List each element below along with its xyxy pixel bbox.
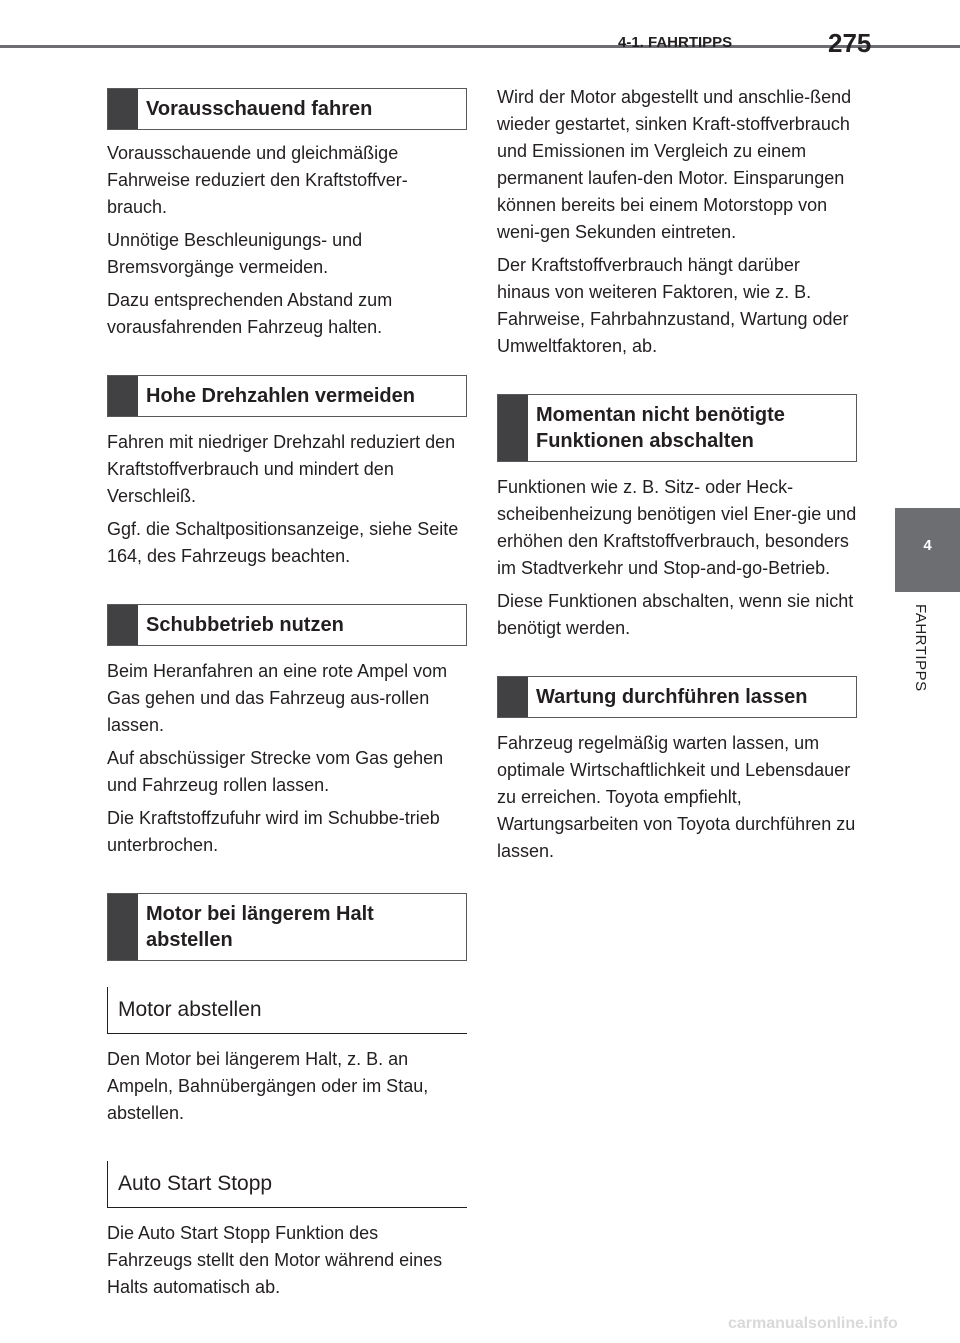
paragraph: Diese Funktionen abschalten, wenn sie nicht benötigt werden. <box>497 591 854 638</box>
heading-bar <box>498 395 528 461</box>
heading-bar <box>108 89 138 129</box>
heading-text: Momentan nicht benötigte Funktionen abschalten <box>536 404 785 452</box>
heading-text: Vorausschauend fahren <box>146 98 373 120</box>
page-number: 275 <box>828 28 872 58</box>
paragraph: Die Auto Start Stopp Funktion des Fahrzeugs stellt den Motor während eines Halts automatisch ab. <box>107 1223 443 1297</box>
paragraph: Vorausschauende und gleichmäßige Fahrweise reduziert den Kraftstoffver-brauch. <box>107 143 408 217</box>
chapter-label-text: FAHRTIPPS <box>912 604 929 692</box>
subheading-auto-start-stopp: Auto Start Stopp <box>107 1161 467 1208</box>
paragraph: Der Kraftstoffverbrauch hängt darüber hinaus von weiteren Faktoren, wie z. B. Fahrweise, Fahrbahnzustand, Wartung oder Umweltfaktoren, ab. <box>497 255 849 356</box>
heading-bar <box>108 376 138 416</box>
heading-motor-halt <box>107 893 467 961</box>
heading-vorausschauend <box>107 88 467 130</box>
heading-schubbetrieb <box>107 604 467 646</box>
right-column <box>497 84 857 865</box>
heading-text: Wartung durchführen lassen <box>536 686 808 708</box>
paragraph: Dazu entsprechenden Abstand zum vorausfahrenden Fahrzeug halten. <box>107 290 393 337</box>
heading-bar <box>108 605 138 645</box>
heading-wartung <box>497 676 857 718</box>
subheading-motor-abstellen: Motor abstellen <box>107 987 467 1034</box>
paragraph: Den Motor bei längerem Halt, z. B. an Ampeln, Bahnübergängen oder im Stau, abstellen. <box>107 1049 429 1123</box>
header-rule <box>0 45 960 48</box>
heading-drehzahlen <box>107 375 467 417</box>
left-column <box>107 88 467 1301</box>
heading-bar <box>498 677 528 717</box>
paragraph: Fahren mit niedriger Drehzahl reduziert den Kraftstoffverbrauch und mindert den Verschleiß. <box>107 432 456 506</box>
heading-funktionen-abschalten <box>497 394 857 462</box>
heading-bar <box>108 894 138 960</box>
watermark: carmanualsonline.info <box>728 1315 898 1332</box>
heading-text: Hohe Drehzahlen vermeiden <box>146 385 415 407</box>
chapter-label <box>904 604 934 724</box>
chapter-number: 4 <box>923 537 932 554</box>
heading-text: Motor bei längerem Halt abstellen <box>146 903 374 951</box>
paragraph: Beim Heranfahren an eine rote Ampel vom Gas gehen und das Fahrzeug aus-rollen lassen. <box>107 661 448 735</box>
chapter-tab <box>895 508 960 592</box>
section-title: 4-1. FAHRTIPPS <box>618 34 733 51</box>
paragraph: Wird der Motor abgestellt und anschlie-ßend wieder gestartet, sinken Kraft-stoffverbrauch und Emissionen im Vergleich zu einem permanent laufen-den Motor. Einsparungen können bereits bei einem Motorstopp von weni-gen Sekunden eintreten. <box>497 87 852 242</box>
paragraph: Ggf. die Schaltpositionsanzeige, siehe Seite 164, des Fahrzeugs beachten. <box>107 519 459 566</box>
paragraph: Funktionen wie z. B. Sitz- oder Heck-scheibenheizung benötigen viel Ener-gie und erhöhen den Kraftstoffverbrauch, besonders im Stadtverkehr und Stop-and-go-Betrieb. <box>497 477 857 578</box>
paragraph: Fahrzeug regelmäßig warten lassen, um optimale Wirtschaftlichkeit und Lebensdauer zu erreichen. Toyota empfiehlt, Wartungsarbeiten von Toyota durchführen zu lassen. <box>497 733 856 861</box>
heading-text: Schubbetrieb nutzen <box>146 614 344 636</box>
paragraph: Unnötige Beschleunigungs- und Bremsvorgänge vermeiden. <box>107 230 363 277</box>
paragraph: Auf abschüssiger Strecke vom Gas gehen und Fahrzeug rollen lassen. <box>107 748 444 795</box>
paragraph: Die Kraftstoffzufuhr wird im Schubbe-trieb unterbrochen. <box>107 808 440 855</box>
